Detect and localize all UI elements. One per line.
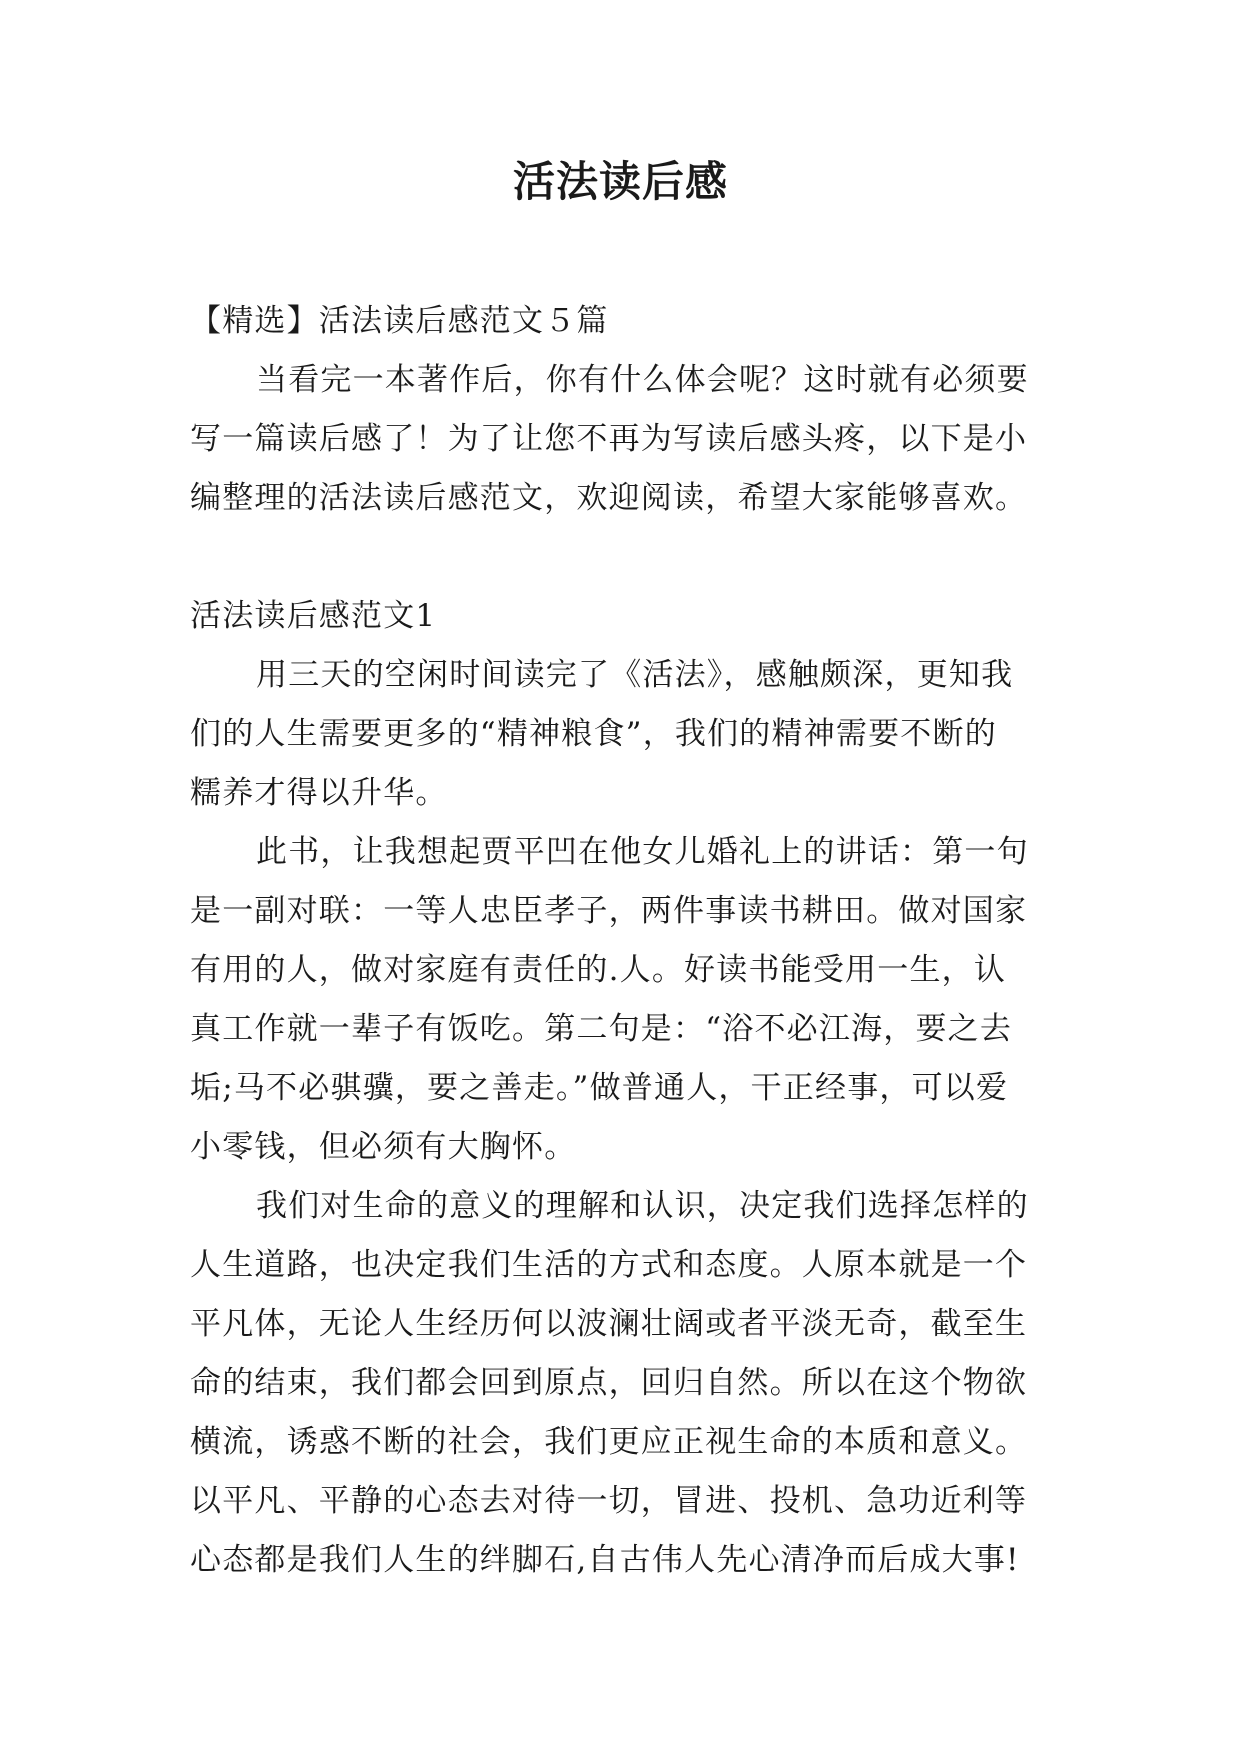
text-line: 编整理的活法读后感范文，欢迎阅读，希望大家能够喜欢。 [190,480,1028,516]
text-line: 横流，诱惑不断的社会，我们更应正视生命的本质和意义。 [190,1424,1028,1460]
text-line: 人生道路，也决定我们生活的方式和态度。人原本就是一个 [190,1247,1028,1283]
text-line: 小零钱，但必须有大胸怀。 [190,1129,577,1165]
text-line: 心态都是我们人生的绊脚石,自古伟人先心清净而后成大事! [190,1542,1020,1578]
text-line: 此书，让我想起贾平凹在他女儿婚礼上的讲话：第一句 [256,834,1029,870]
document-title: 活法读后感 [512,157,728,206]
section-heading: 活法读后感范文1 [190,598,437,634]
text-line: 平凡体，无论人生经历何以波澜壮阔或者平淡无奇，截至生 [190,1306,1028,1342]
paragraph-1 [190,646,1080,823]
text-line: 真工作就一辈子有饭吃。第二句是：“浴不必江海，要之去 [190,1011,1013,1047]
text-line: 以平凡、平静的心态去对待一切，冒进、投机、急功近利等 [190,1483,1028,1519]
text-line: 命的结束，我们都会回到原点，回归自然。所以在这个物欲 [190,1365,1028,1401]
text-line: 们的人生需要更多的“精神粮食”，我们的精神需要不断的 [190,716,997,752]
text-line: 有用的人，做对家庭有责任的.人。好读书能受用一生，认 [190,952,1007,988]
text-line: 写一篇读后感了！为了让您不再为写读后感头疼，以下是小 [190,421,1028,457]
text-line: 是一副对联：一等人忠臣孝子，两件事读书耕田。做对国家 [190,893,1028,929]
text-line: 用三天的空闲时间读完了《活法》，感触颇深，更知我 [256,657,1014,693]
text-line: 糯养才得以升华。 [190,775,448,811]
paragraph-2 [190,823,1080,1177]
text-line: 当看完一本著作后，你有什么体会呢？这时就有必须要 [256,362,1029,398]
intro-paragraph [190,351,1080,528]
intro-heading: 【精选】活法读后感范文５篇 [190,303,609,339]
document-body [190,292,1080,1590]
paragraph-gap [190,528,1080,587]
text-line: 垢;马不必骐骥，要之善走。”做普通人，干正经事，可以爱 [190,1070,1009,1106]
paragraph-3 [190,1177,1080,1590]
text-line: 我们对生命的意义的理解和认识，决定我们选择怎样的 [256,1188,1029,1224]
